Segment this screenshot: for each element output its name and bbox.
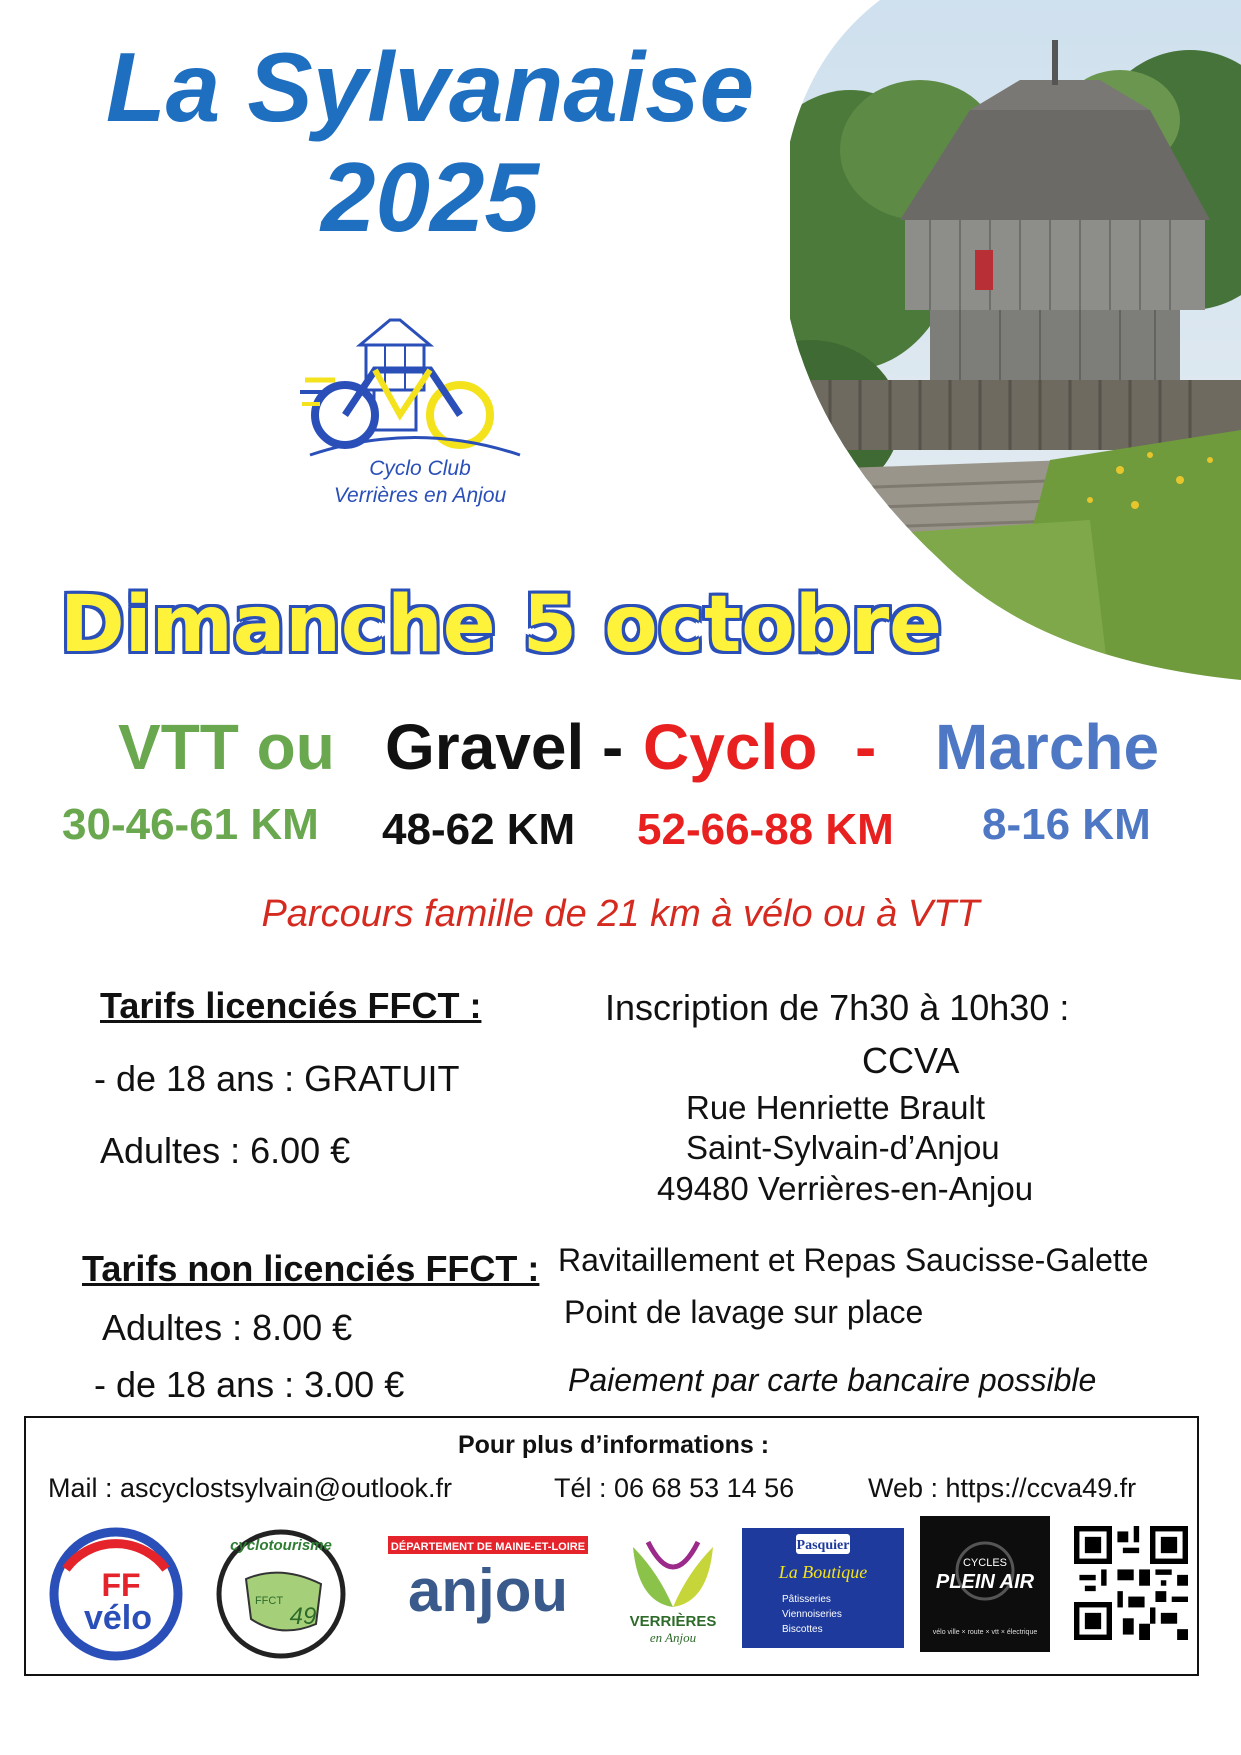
tarif-non-licencie-adultes: Adultes : 8.00 € — [102, 1307, 353, 1348]
pasquier-brand: Pasquier — [796, 1538, 850, 1553]
cycles-plein-air-logo — [920, 1516, 1050, 1652]
ffvelo-bottom: vélo — [83, 1599, 153, 1637]
inscription-town: Saint-Sylvain-d’Anjou — [686, 1129, 1000, 1166]
distances-vtt: 30-46-61 KM — [62, 800, 319, 849]
verrieres-name: VERRIÈRES — [629, 1613, 717, 1630]
pasquier-item-3: Biscottes — [782, 1624, 823, 1635]
verrieres-sub: en Anjou — [649, 1630, 697, 1645]
activity-vtt: VTT ou — [118, 711, 335, 783]
event-year: 2025 — [320, 142, 539, 252]
tarif-non-licencie-jeunes: - de 18 ans : 3.00 € — [94, 1364, 405, 1405]
club-logo-line1: Cyclo Club — [369, 457, 471, 480]
inscription-hours: Inscription de 7h30 à 10h30 : — [605, 987, 1070, 1028]
verrieres-logo — [618, 1532, 728, 1647]
cycles-tagline: vélo ville × route × vtt × électrique — [932, 1629, 1038, 1636]
distances-gravel: 48-62 KM — [382, 805, 576, 854]
club-logo — [290, 290, 540, 520]
cyclotourisme-letters: FFCT — [254, 1595, 284, 1607]
info-heading: Pour plus d’informations : — [457, 1431, 770, 1459]
activity-cyclo: Cyclo — [643, 711, 818, 783]
cycles-top: CYCLES — [962, 1557, 1008, 1569]
qr-code[interactable] — [1074, 1526, 1188, 1640]
ffvelo-logo — [46, 1524, 186, 1664]
cyclotourisme-logo — [211, 1524, 351, 1664]
tarifs-non-licencies-heading: Tarifs non licenciés FFCT : — [82, 1248, 540, 1289]
tarif-licencie-jeunes: - de 18 ans : GRATUIT — [94, 1058, 460, 1099]
contact-mail[interactable]: Mail : ascyclostsylvain@outlook.fr — [48, 1473, 453, 1503]
pasquier-item-2: Viennoiseries — [782, 1609, 842, 1620]
pasquier-logo — [742, 1528, 904, 1648]
family-route: Parcours famille de 21 km à vélo ou à VTT — [261, 893, 980, 935]
distances-cyclo: 52-66-88 KM — [637, 805, 894, 854]
pasquier-title: La Boutique — [778, 1562, 868, 1582]
event-date: Dimanche 5 octobre — [60, 580, 943, 670]
pasquier-item-1: Pâtisseries — [782, 1594, 831, 1605]
activity-separator: - — [855, 711, 877, 783]
cycles-name: PLEIN AIR — [935, 1571, 1035, 1593]
cyclotourisme-code: 49 — [289, 1603, 317, 1630]
tower-photo — [790, 0, 1241, 680]
tarifs-licencies-heading: Tarifs licenciés FFCT : — [100, 985, 482, 1026]
club-logo-line2: Verrières en Anjou — [333, 484, 507, 507]
inscription-postcode-city: 49480 Verrières-en-Anjou — [657, 1170, 1034, 1207]
anjou-banner: DÉPARTEMENT DE MAINE-ET-LOIRE — [390, 1541, 586, 1553]
distances-marche: 8-16 KM — [982, 800, 1151, 849]
info-box — [24, 1416, 1199, 1676]
activity-gravel: Gravel - — [385, 711, 624, 783]
contact-phone[interactable]: Tél : 06 68 53 14 56 — [554, 1473, 795, 1503]
anjou-name: anjou — [408, 1557, 568, 1624]
contact-web[interactable]: Web : https://ccva49.fr — [868, 1473, 1137, 1503]
service-food: Ravitaillement et Repas Saucisse-Galette — [558, 1242, 1149, 1278]
activity-marche: Marche — [935, 711, 1160, 783]
inscription-place: CCVA — [862, 1040, 960, 1081]
event-title: La Sylvanaise — [105, 32, 755, 142]
anjou-logo — [388, 1536, 588, 1636]
service-payment: Paiement par carte bancaire possible — [568, 1362, 1097, 1398]
ffvelo-top: FF — [101, 1567, 141, 1603]
cyclotourisme-ring: cyclotourisme — [230, 1537, 332, 1554]
inscription-street: Rue Henriette Brault — [686, 1089, 985, 1126]
tarif-licencie-adultes: Adultes : 6.00 € — [100, 1130, 351, 1171]
service-wash: Point de lavage sur place — [564, 1294, 924, 1330]
